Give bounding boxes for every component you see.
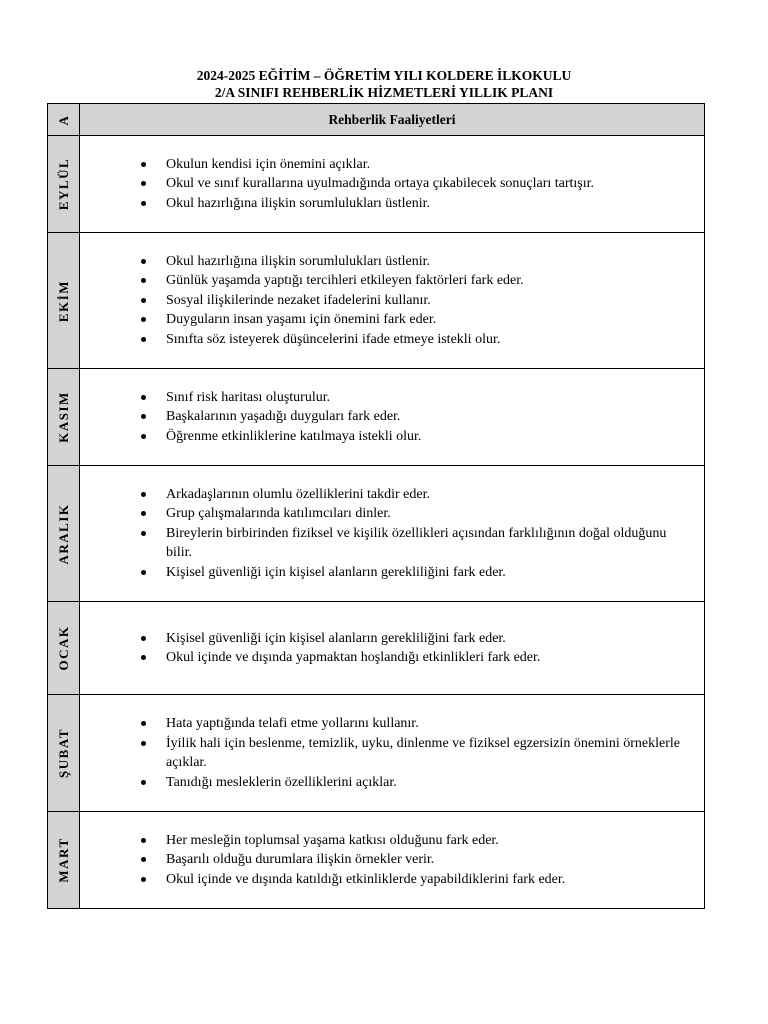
month-column-header-label: A — [55, 114, 71, 125]
month-cell — [48, 602, 80, 695]
month-column-header — [48, 104, 80, 136]
activity-item: Okul içinde ve dışında yapmaktan hoşlandığı etkinlikleri fark eder. — [166, 648, 690, 668]
activity-item: Sınıfta söz isteyerek düşüncelerini ifade etmeye istekli olur. — [166, 330, 690, 350]
activity-item: Tanıdığı mesleklerin özelliklerini açıklar. — [166, 773, 690, 793]
activities-cell — [80, 812, 705, 909]
month-row — [48, 466, 705, 602]
activities-list — [80, 252, 704, 350]
activities-list — [80, 388, 704, 447]
activities-cell — [80, 466, 705, 602]
month-row — [48, 136, 705, 233]
activities-cell — [80, 602, 705, 695]
activity-item: Kişisel güvenliği için kişisel alanların gerekliliğini fark eder. — [166, 563, 690, 583]
month-label: EYLÜL — [55, 157, 71, 211]
activity-item: Arkadaşlarının olumlu özelliklerini takdir eder. — [166, 485, 690, 505]
activities-cell — [80, 695, 705, 812]
month-label: ŞUBAT — [55, 728, 71, 778]
month-cell — [48, 233, 80, 369]
activity-item: Okulun kendisi için önemini açıklar. — [166, 155, 690, 175]
activity-item: Bireylerin birbirinden fiziksel ve kişilik özellikleri açısından farklılığının doğal olduğunu bilir. — [166, 524, 690, 563]
activities-cell — [80, 136, 705, 233]
activity-item: Kişisel güvenliği için kişisel alanların gerekliliğini fark eder. — [166, 629, 690, 649]
activities-list — [80, 155, 704, 214]
month-cell — [48, 695, 80, 812]
activity-item: Günlük yaşamda yaptığı tercihleri etkileyen faktörleri fark eder. — [166, 271, 690, 291]
document-title-line1: 2024-2025 EĞİTİM – ÖĞRETİM YILI KOLDERE İLKOKULU — [196, 68, 572, 83]
activity-item: Hata yaptığında telafi etme yollarını kullanır. — [166, 714, 690, 734]
guidance-plan-table — [47, 103, 705, 909]
activity-item: Sınıf risk haritası oluşturulur. — [166, 388, 690, 408]
month-row — [48, 369, 705, 466]
activity-item: Duyguların insan yaşamı için önemini fark eder. — [166, 310, 690, 330]
activity-item: Grup çalışmalarında katılımcıları dinler. — [166, 504, 690, 524]
header-row — [48, 104, 705, 136]
month-cell — [48, 812, 80, 909]
month-row — [48, 812, 705, 909]
month-label: MART — [55, 837, 71, 883]
month-label: OCAK — [55, 625, 71, 671]
month-row — [48, 695, 705, 812]
activities-list — [80, 485, 704, 583]
activity-item: İyilik hali için beslenme, temizlik, uyku, dinlenme ve fiziksel egzersizin önemini örneklerle açıklar. — [166, 734, 690, 773]
activities-cell — [80, 233, 705, 369]
month-row — [48, 233, 705, 369]
activities-column-header: Rehberlik Faaliyetleri — [80, 104, 705, 136]
month-label: KASIM — [55, 391, 71, 443]
activity-item: Başkalarının yaşadığı duyguları fark eder. — [166, 407, 690, 427]
document-title-line2: 2/A SINIFI REHBERLİK HİZMETLERİ YILLIK PLANI — [214, 85, 554, 100]
activity-item: Okul ve sınıf kurallarına uyulmadığında ortaya çıkabilecek sonuçları tartışır. — [166, 174, 690, 194]
activity-item: Okul hazırlığına ilişkin sorumlulukları üstlenir. — [166, 194, 690, 214]
month-cell — [48, 136, 80, 233]
activity-item: Her mesleğin toplumsal yaşama katkısı olduğunu fark eder. — [166, 831, 690, 851]
month-label: EKİM — [55, 279, 71, 322]
activity-item: Sosyal ilişkilerinde nezaket ifadelerini kullanır. — [166, 291, 690, 311]
month-label: ARALIK — [55, 502, 71, 565]
activities-list — [80, 629, 704, 668]
activities-list — [80, 831, 704, 890]
activity-item: Okul hazırlığına ilişkin sorumlulukları üstlenir. — [166, 252, 690, 272]
month-row — [48, 602, 705, 695]
month-cell — [48, 466, 80, 602]
activities-cell — [80, 369, 705, 466]
activities-list — [80, 714, 704, 792]
activity-item: Okul içinde ve dışında katıldığı etkinliklerde yapabildiklerini fark eder. — [166, 870, 690, 890]
month-cell — [48, 369, 80, 466]
activity-item: Başarılı olduğu durumlara ilişkin örnekler verir. — [166, 850, 690, 870]
activity-item: Öğrenme etkinliklerine katılmaya istekli olur. — [166, 427, 690, 447]
